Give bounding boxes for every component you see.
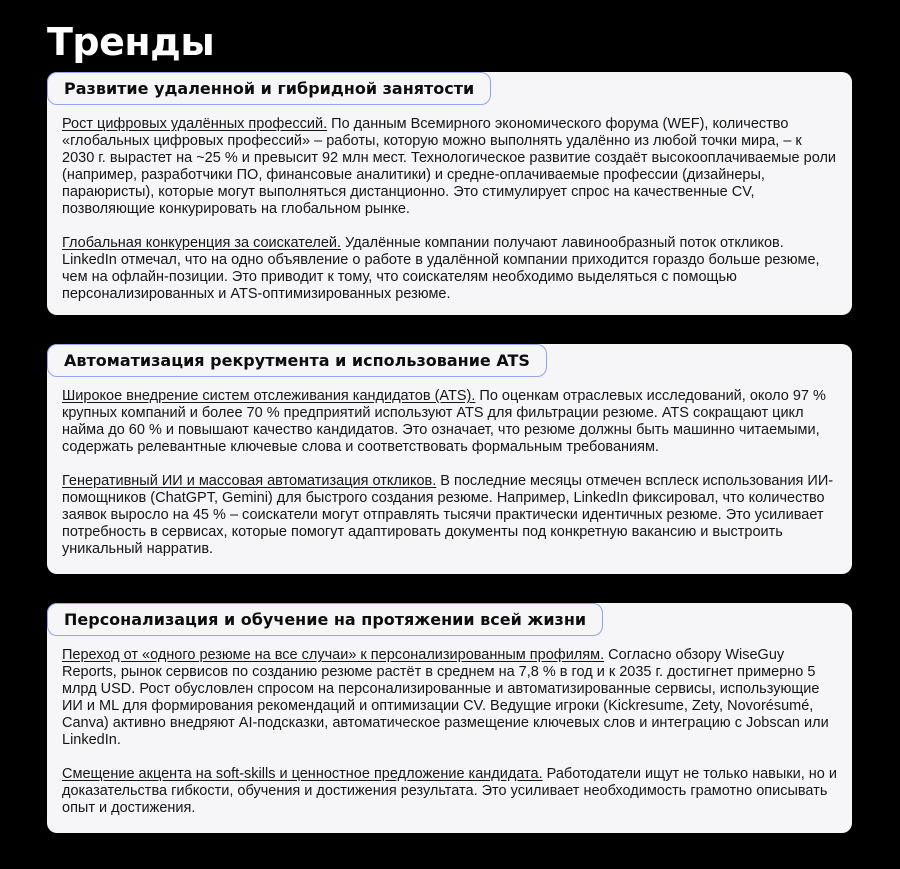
paragraph-lead: Широкое внедрение систем отслеживания кандидатов (ATS). (62, 388, 476, 404)
page-title: Тренды (47, 20, 215, 64)
paragraph-lead: Переход от «одного резюме на все случаи» к персонализированным профилям. (62, 647, 605, 663)
trend-card-ats (47, 344, 852, 574)
trend-card-remote-work (47, 72, 852, 315)
card-body (62, 388, 838, 558)
paragraph (62, 235, 838, 303)
paragraph-text: Удалённые компании получают лавинообразный поток откликов. LinkedIn отмечал, что на одно объявление о работе в удалённой компании приходится гораздо больше резюме, чем на офлайн-позиции. Это приводит к тому, что соискателям необходимо выделяться с помощью персонализированных и ATS-оптимизированных резюме. (62, 235, 820, 302)
paragraph (62, 473, 838, 558)
paragraph-text: Согласно обзору WiseGuy Reports, рынок сервисов по созданию резюме растёт в среднем на 7,8 % в год и к 2035 г. достигнет примерно 5 млрд USD. Рост обусловлен спросом на персонализированные и автоматизированные сервисы, использующие ИИ и ML для формирования рекомендаций и оптимизации CV. Ведущие игроки (Kickresume, Zety, Novorésumé, Canva) активно внедряют AI-подсказки, автоматическое размещение ключевых слов и интеграцию с Jobscan или LinkedIn. (62, 647, 829, 748)
card-body (62, 647, 838, 817)
paragraph-text: По оценкам отраслевых исследований, около 97 % крупных компаний и более 70 % предприятий используют ATS для фильтрации резюме. ATS сокращают цикл найма до 60 % и повышают качество кандидатов. Это означает, что резюме должны быть машинно читаемыми, содержать релевантные ключевые слова и соответствовать формальным требованиям. (62, 388, 826, 455)
paragraph-lead: Смещение акцента на soft-skills и ценностное предложение кандидата. (62, 766, 543, 782)
paragraph (62, 388, 838, 456)
paragraph-text: По данным Всемирного экономического форума (WEF), количество «глобальных цифровых профессий» – работы, которую можно выполнять удалённо из любой точки мира, – к 2030 г. вырастет на ~25 % и превысит 92 млн мест. Технологическое развитие создаёт высокооплачиваемые роли (например, разработчики ПО, финансовые аналитики) и средне-оплачиваемые профессии (дизайнеры, параюристы), которые могут выполняться дистанционно. Это стимулирует спрос на качественные CV, позволяющие конкурировать на глобальном рынке. (62, 116, 837, 217)
paragraph-lead: Рост цифровых удалённых профессий. (62, 116, 328, 132)
card-body (62, 116, 838, 303)
paragraph (62, 766, 838, 817)
card-heading: Развитие удаленной и гибридной занятости (47, 72, 491, 105)
paragraph-lead: Глобальная конкуренция за соискателей. (62, 235, 342, 251)
card-heading: Автоматизация рекрутмента и использование ATS (47, 344, 547, 377)
paragraph (62, 116, 838, 218)
paragraph-text: В последние месяцы отмечен всплеск использования ИИ-помощников (ChatGPT, Gemini) для быстрого создания резюме. Например, LinkedIn фиксировал, что количество заявок выросло на 45 % – соискатели могут отправлять тысячи практически идентичных резюме. Это усиливает потребность в сервисах, которые помогут адаптировать документы под конкретную вакансию и выстроить уникальный нарратив. (62, 473, 834, 557)
trend-card-personalization (47, 603, 852, 833)
card-heading: Персонализация и обучение на протяжении всей жизни (47, 603, 603, 636)
paragraph (62, 647, 838, 749)
paragraph-lead: Генеративный ИИ и массовая автоматизация откликов. (62, 473, 437, 489)
paragraph-text: Работодатели ищут не только навыки, но и доказательства гибкости, обучения и достижения результата. Это усиливает необходимость грамотно описывать опыт и достижения. (62, 766, 837, 816)
